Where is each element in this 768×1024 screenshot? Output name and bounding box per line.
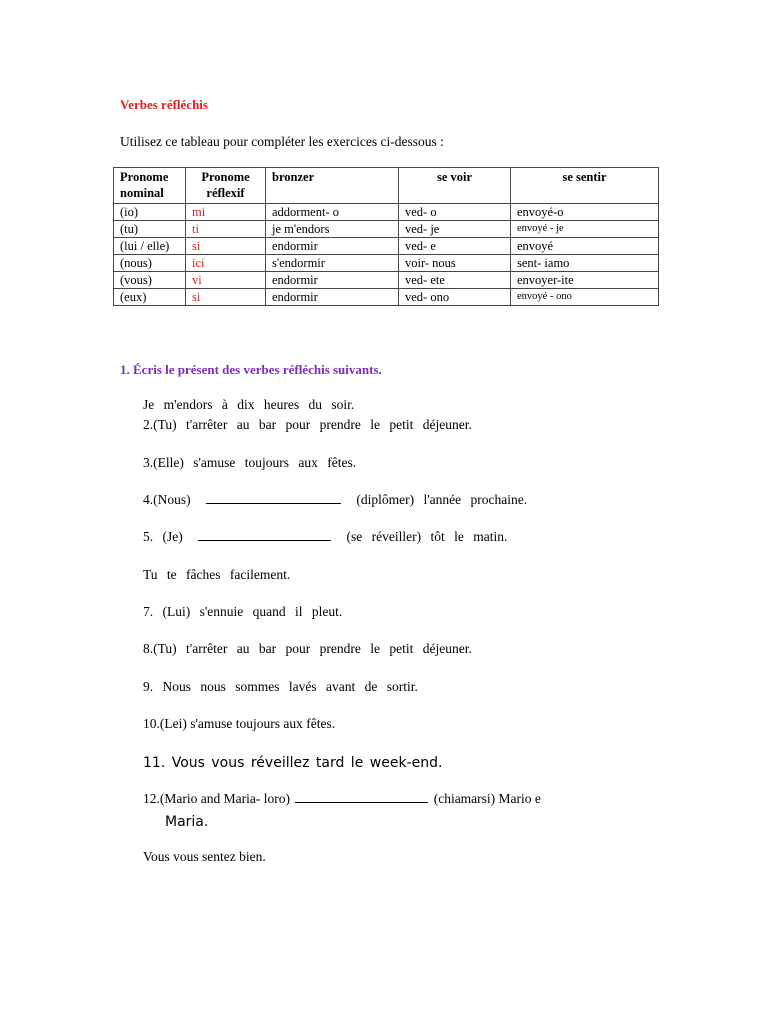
exercise-line: Tu te fâches facilement. [143,567,291,582]
table-cell: voir- nous [399,255,511,272]
exercise-line [143,791,541,807]
table-cell: si [186,238,266,255]
exercise-line: 8.(Tu) t'arrêter au bar pour prendre le petit déjeuner. [143,641,472,656]
exercise-line [143,492,527,508]
table-cell: envoyé [511,238,659,255]
table-cell: mi [186,204,266,221]
intro-text: Utilisez ce tableau pour compléter les exercices ci-dessous : [120,134,444,149]
table-header: bronzer [266,168,399,204]
table-cell: endormir [266,289,399,306]
table-cell: (vous) [114,272,186,289]
table-cell: (eux) [114,289,186,306]
exercise-line-continued: Maria. [165,814,209,830]
table-row [114,238,659,255]
table-row [114,289,659,306]
exercise-text: 12.(Mario and Maria- loro) [143,791,290,806]
answer-blank[interactable] [295,791,428,803]
table-cell: envoyer-ite [511,272,659,289]
document-title: Verbes réfléchis [120,97,208,112]
exercise-line: 3.(Elle) s'amuse toujours aux fêtes. [143,455,357,470]
table-cell: ici [186,255,266,272]
table-cell: je m'endors [266,221,399,238]
exercise-line: 11. Vous vous réveillez tard le week-end. [143,755,443,771]
table-row [114,221,659,238]
table-cell: envoyé - je [511,221,659,238]
exercise-line: Vous vous sentez bien. [143,849,266,864]
table-cell: ved- o [399,204,511,221]
table-cell: envoyé-o [511,204,659,221]
table-cell: ved- ete [399,272,511,289]
exercise-title: 1. Écris le présent des verbes réfléchis suivants. [120,362,382,377]
table-cell: s'endormir [266,255,399,272]
table-header: se sentir [511,168,659,204]
table-cell: si [186,289,266,306]
answer-blank[interactable] [198,529,331,541]
exercise-line: Je m'endors à dix heures du soir. [143,397,355,412]
table-row [114,255,659,272]
table-header: Pronome réflexif [186,168,266,204]
table-header: se voir [399,168,511,204]
table-cell: addorment- o [266,204,399,221]
exercise-line: 9. Nous nous sommes lavés avant de sortir. [143,679,418,694]
table-row [114,272,659,289]
table-cell: ved- e [399,238,511,255]
exercise-line [143,529,507,545]
table-cell: vi [186,272,266,289]
table-cell: ved- je [399,221,511,238]
exercise-text: (se réveiller) tôt le matin. [346,529,508,544]
table-cell: (io) [114,204,186,221]
table-cell: (lui / elle) [114,238,186,255]
table-cell: endormir [266,272,399,289]
exercise-line: 10.(Lei) s'amuse toujours aux fêtes. [143,716,336,731]
table-cell: envoyé - ono [511,289,659,306]
conjugation-table [113,167,659,306]
answer-blank[interactable] [206,492,341,504]
table-row [114,204,659,221]
table-cell: ti [186,221,266,238]
table-cell: endormir [266,238,399,255]
table-cell: (nous) [114,255,186,272]
exercise-line: 2.(Tu) t'arrêter au bar pour prendre le petit déjeuner. [143,417,472,432]
exercise-text: (chiamarsi) Mario e [433,791,541,806]
table-cell: ved- ono [399,289,511,306]
table-cell: (tu) [114,221,186,238]
exercise-text: 4.(Nous) [143,492,191,507]
exercise-text: (diplômer) l'année prochaine. [356,492,528,507]
exercise-text: 5. (Je) [143,529,183,544]
table-cell: sent- iamo [511,255,659,272]
exercise-line: 7. (Lui) s'ennuie quand il pleut. [143,604,343,619]
table-header: Pronome nominal [114,168,186,204]
table-header-row [114,168,659,204]
